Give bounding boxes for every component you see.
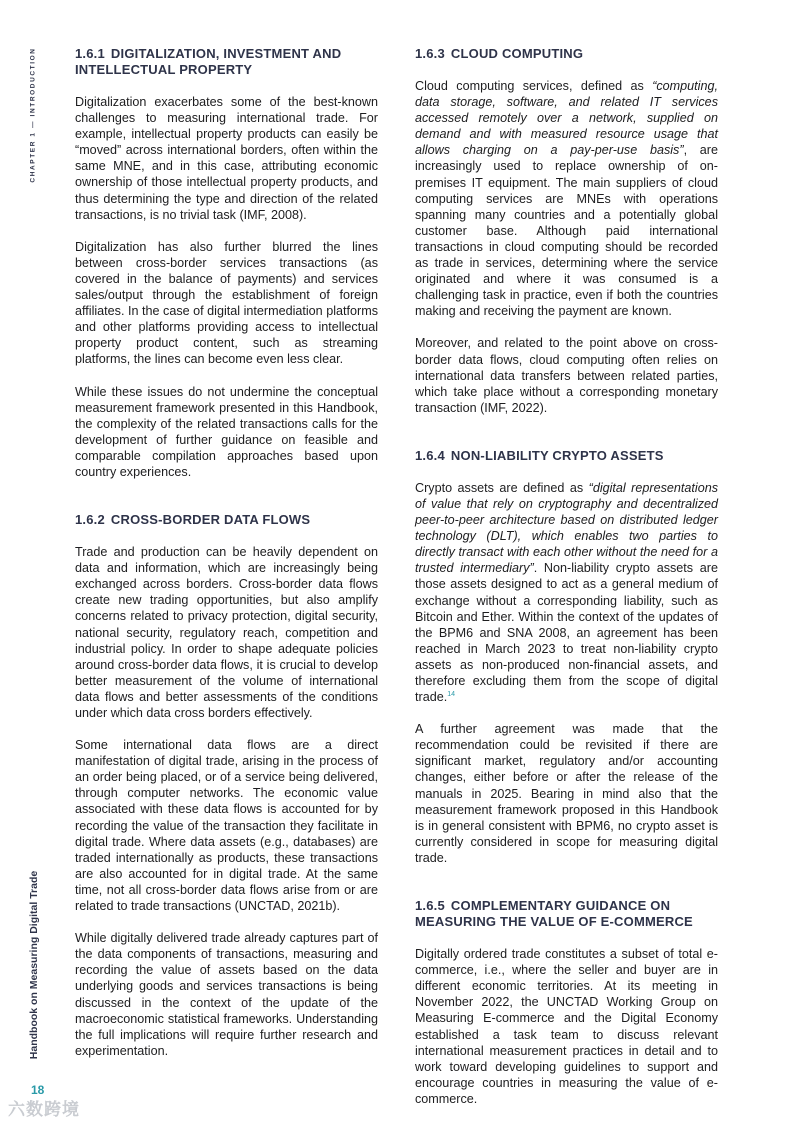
section-number: 1.6.1 <box>75 46 105 61</box>
section-title: CLOUD COMPUTING <box>450 46 584 61</box>
chapter-label-text: CHAPTER 1 — INTRODUCTION <box>29 47 37 183</box>
text-run: . Non-liability crypto assets are those assets designed to act as a general medium of exchange without a corresponding liability, such as Bitcoin and Ether. Within the context of the updates of the BPM6 and SNA 2008, an agreement has been reached in March 2023 to treat non-liability crypto assets as non-produced non-financial assets, and therefore excluding them from the scope of digital trade. <box>415 561 719 705</box>
left-column <box>75 46 378 1059</box>
section-number: 1.6.4 <box>415 447 445 463</box>
section-number: 1.6.5 <box>415 898 445 914</box>
watermark: 六数跨境 <box>8 1100 80 1119</box>
section-title: COMPLEMENTARY GUIDANCE ON MEASURING THE VALUE OF E-COMMERCE <box>415 898 693 930</box>
paragraph <box>415 78 718 319</box>
paragraph: A further agreement was made that the recommendation could be revisited if there are significant market, regulatory and/or accounting changes, either before or after the release of the manuals in 2025. Bearing in mind also that the measurement framework proposed in this Handbook is in general consistent with BPM6, no crypto asset is currently considered in scope for measuring digital trade. <box>415 722 718 865</box>
section-heading-1-6-3 <box>415 46 718 62</box>
section-heading-1-6-5 <box>415 898 718 930</box>
definition-quote: “digital representations of value that rely on cryptography and decentralized peer-to-peer architecture based on distributed ledger technology (DLT), which enables two parties to directly transact with each other without the need for a trusted intermediary” <box>415 480 718 576</box>
footnote-reference[interactable]: 14 <box>447 690 456 698</box>
paragraph: Digitalization has also further blurred the lines between cross-border services transactions (as covered in the balance of payments) and services sales/output through the establishment of foreign affiliates. In the case of digital intermediation platforms and other platforms providing access to intellectual property product content, such as streaming platforms, the lines can become even less clear. <box>75 239 378 367</box>
paragraph <box>415 480 718 705</box>
paragraph: While digitally delivered trade already captures part of the data components of transactions, measuring and recording the value of assets based on the data underlying goods and services transactions is being discussed in the context of the update of the macroeconomic statistical frameworks. Understanding the full implications will require further research and experimentation. <box>75 931 378 1058</box>
section-title: CROSS-BORDER DATA FLOWS <box>110 512 311 528</box>
book-title-text: Handbook on Measuring Digital Trade <box>28 870 40 1060</box>
section-heading-1-6-4 <box>415 448 718 464</box>
section-number: 1.6.3 <box>415 46 445 61</box>
page-number: 18 <box>31 1083 45 1097</box>
text-run: Crypto assets are defined as <box>415 480 589 495</box>
text-run: , are increasingly used to replace ownership of on-premises IT equipment. The main suppliers of cloud computing services are MNEs with operations spanning many countries and a potentially global customer base. Although paid international transactions in cloud computing should be recorded as trade in services, determining where the service originated and where it was consumed is a challenging task in practice, even if both the countries making and receiving the payment are known. <box>415 143 718 319</box>
paragraph: Digitalization exacerbates some of the best-known challenges to measuring international trade. For example, intellectual property products can easily be “moved” across international borders, often within the same MNE, and in this case, attributing economic ownership of those intellectual property products, and thus determining the type and direction of the related transactions, is no trivial task (IMF, 2008). <box>75 95 378 222</box>
paragraph: Moreover, and related to the point above on cross-border data flows, cloud computing often relies on international data transfers between related parties, which take place without a corresponding monetary transaction (IMF, 2022). <box>415 336 718 415</box>
section-title: NON-LIABILITY CRYPTO ASSETS <box>450 447 664 463</box>
section-heading-1-6-2 <box>75 512 378 528</box>
chapter-label <box>27 45 39 185</box>
paragraph: Trade and production can be heavily dependent on data and information, which are increasingly being exchanged across borders. Cross-border data flows create new trading opportunities, but also amplify concerns related to privacy protection, digital security, national security, regulatory reach, competition and industrial policy. In order to shape adequate policies around cross-border data flows, it is crucial to develop better measurement of the volume of international data flows and better assessments of the conditions under which data cross borders effectively. <box>75 545 378 720</box>
section-title: DIGITALIZATION, INVESTMENT AND INTELLECTUAL PROPERTY <box>75 46 342 77</box>
text-run: Cloud computing services, defined as <box>415 79 653 93</box>
right-column <box>415 46 718 1107</box>
section-heading-1-6-1 <box>75 46 378 78</box>
section-number: 1.6.2 <box>75 512 105 528</box>
book-title <box>27 870 41 1060</box>
paragraph: Some international data flows are a direct manifestation of digital trade, arising in the process of an order being placed, or of a service being delivered, through computer networks. The economic value associated with these data flows is accounted for by recording the value of the transaction they facilitate in digital trade. Where data assets (e.g., databases) are traded internationally as products, these transactions are also accounted for in digital trade. At the same time, not all cross-border data flows arise from or are related to trade transactions (UNCTAD, 2021b). <box>75 738 378 914</box>
paragraph: Digitally ordered trade constitutes a subset of total e-commerce, i.e., where the seller and buyer are in different economic territories. At its meeting in November 2022, the UNCTAD Working Group on Measuring E-commerce and the Digital Economy established a task team to discuss relevant international measurement practices in detail and to work toward developing guidelines to support and encourage countries in measuring the value of e-commerce. <box>415 947 718 1106</box>
paragraph: While these issues do not undermine the conceptual measurement framework presented in this Handbook, the complexity of the related transactions calls for the development of further guidance on feasible and comparable compilation approaches based upon country experiences. <box>75 384 378 479</box>
definition-quote: “computing, data storage, software, and related IT services accessed remotely over a network, supplied on demand and with measured resource usage that allows charging on a pay-per-use basis” <box>415 79 718 158</box>
